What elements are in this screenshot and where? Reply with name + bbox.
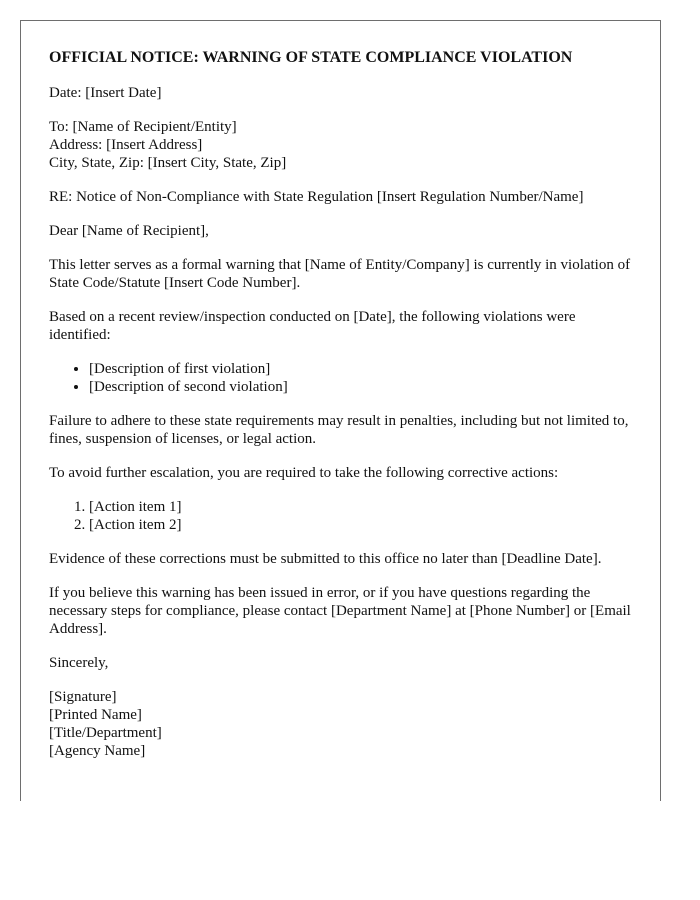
signature-block: [49, 688, 632, 760]
notice-letter: [20, 20, 661, 801]
contact-paragraph: If you believe this warning has been issued in error, or if you have questions regarding the necessary steps for compliance, please contact [Department Name] at [Phone Number] or [Email Address].: [49, 585, 631, 637]
re-line: RE: Notice of Non-Compliance with State Regulation [Insert Regulation Number/Name]: [49, 189, 584, 205]
list-item: 2. [Action item 2]: [89, 516, 632, 534]
review-paragraph: Based on a recent review/inspection conducted on [Date], the following violations were identified:: [49, 309, 576, 343]
penalties-paragraph: Failure to adhere to these state requirements may result in penalties, including but not limited to, fines, suspension of licenses, or legal action.: [49, 413, 629, 447]
evidence-paragraph: Evidence of these corrections must be submitted to this office no later than [Deadline Date].: [49, 551, 602, 567]
recipient-city-state-zip: City, State, Zip: [Insert City, State, Zip]: [49, 155, 287, 171]
signature-line: [Signature]: [49, 689, 117, 705]
salutation: Dear [Name of Recipient],: [49, 223, 209, 239]
actions-list: [49, 498, 632, 534]
closing: Sincerely,: [49, 655, 109, 671]
recipient-address-block: [49, 118, 632, 172]
title-department-line: [Title/Department]: [49, 725, 162, 741]
intro-paragraph: This letter serves as a formal warning that [Name of Entity/Company] is currently in violation of State Code/Statute [Insert Code Number].: [49, 257, 631, 291]
agency-name-line: [Agency Name]: [49, 743, 146, 759]
violations-list: [49, 360, 632, 396]
recipient-name: To: [Name of Recipient/Entity]: [49, 119, 237, 135]
list-item: • [Description of second violation]: [89, 378, 632, 396]
list-item: 1. [Action item 1]: [89, 498, 632, 516]
recipient-address: Address: [Insert Address]: [49, 137, 203, 153]
date-line: Date: [Insert Date]: [49, 85, 162, 101]
printed-name-line: [Printed Name]: [49, 707, 142, 723]
list-item: • [Description of first violation]: [89, 360, 632, 378]
actions-intro-paragraph: To avoid further escalation, you are required to take the following corrective actions:: [49, 465, 559, 481]
notice-title: OFFICIAL NOTICE: WARNING OF STATE COMPLIANCE VIOLATION: [49, 49, 573, 66]
